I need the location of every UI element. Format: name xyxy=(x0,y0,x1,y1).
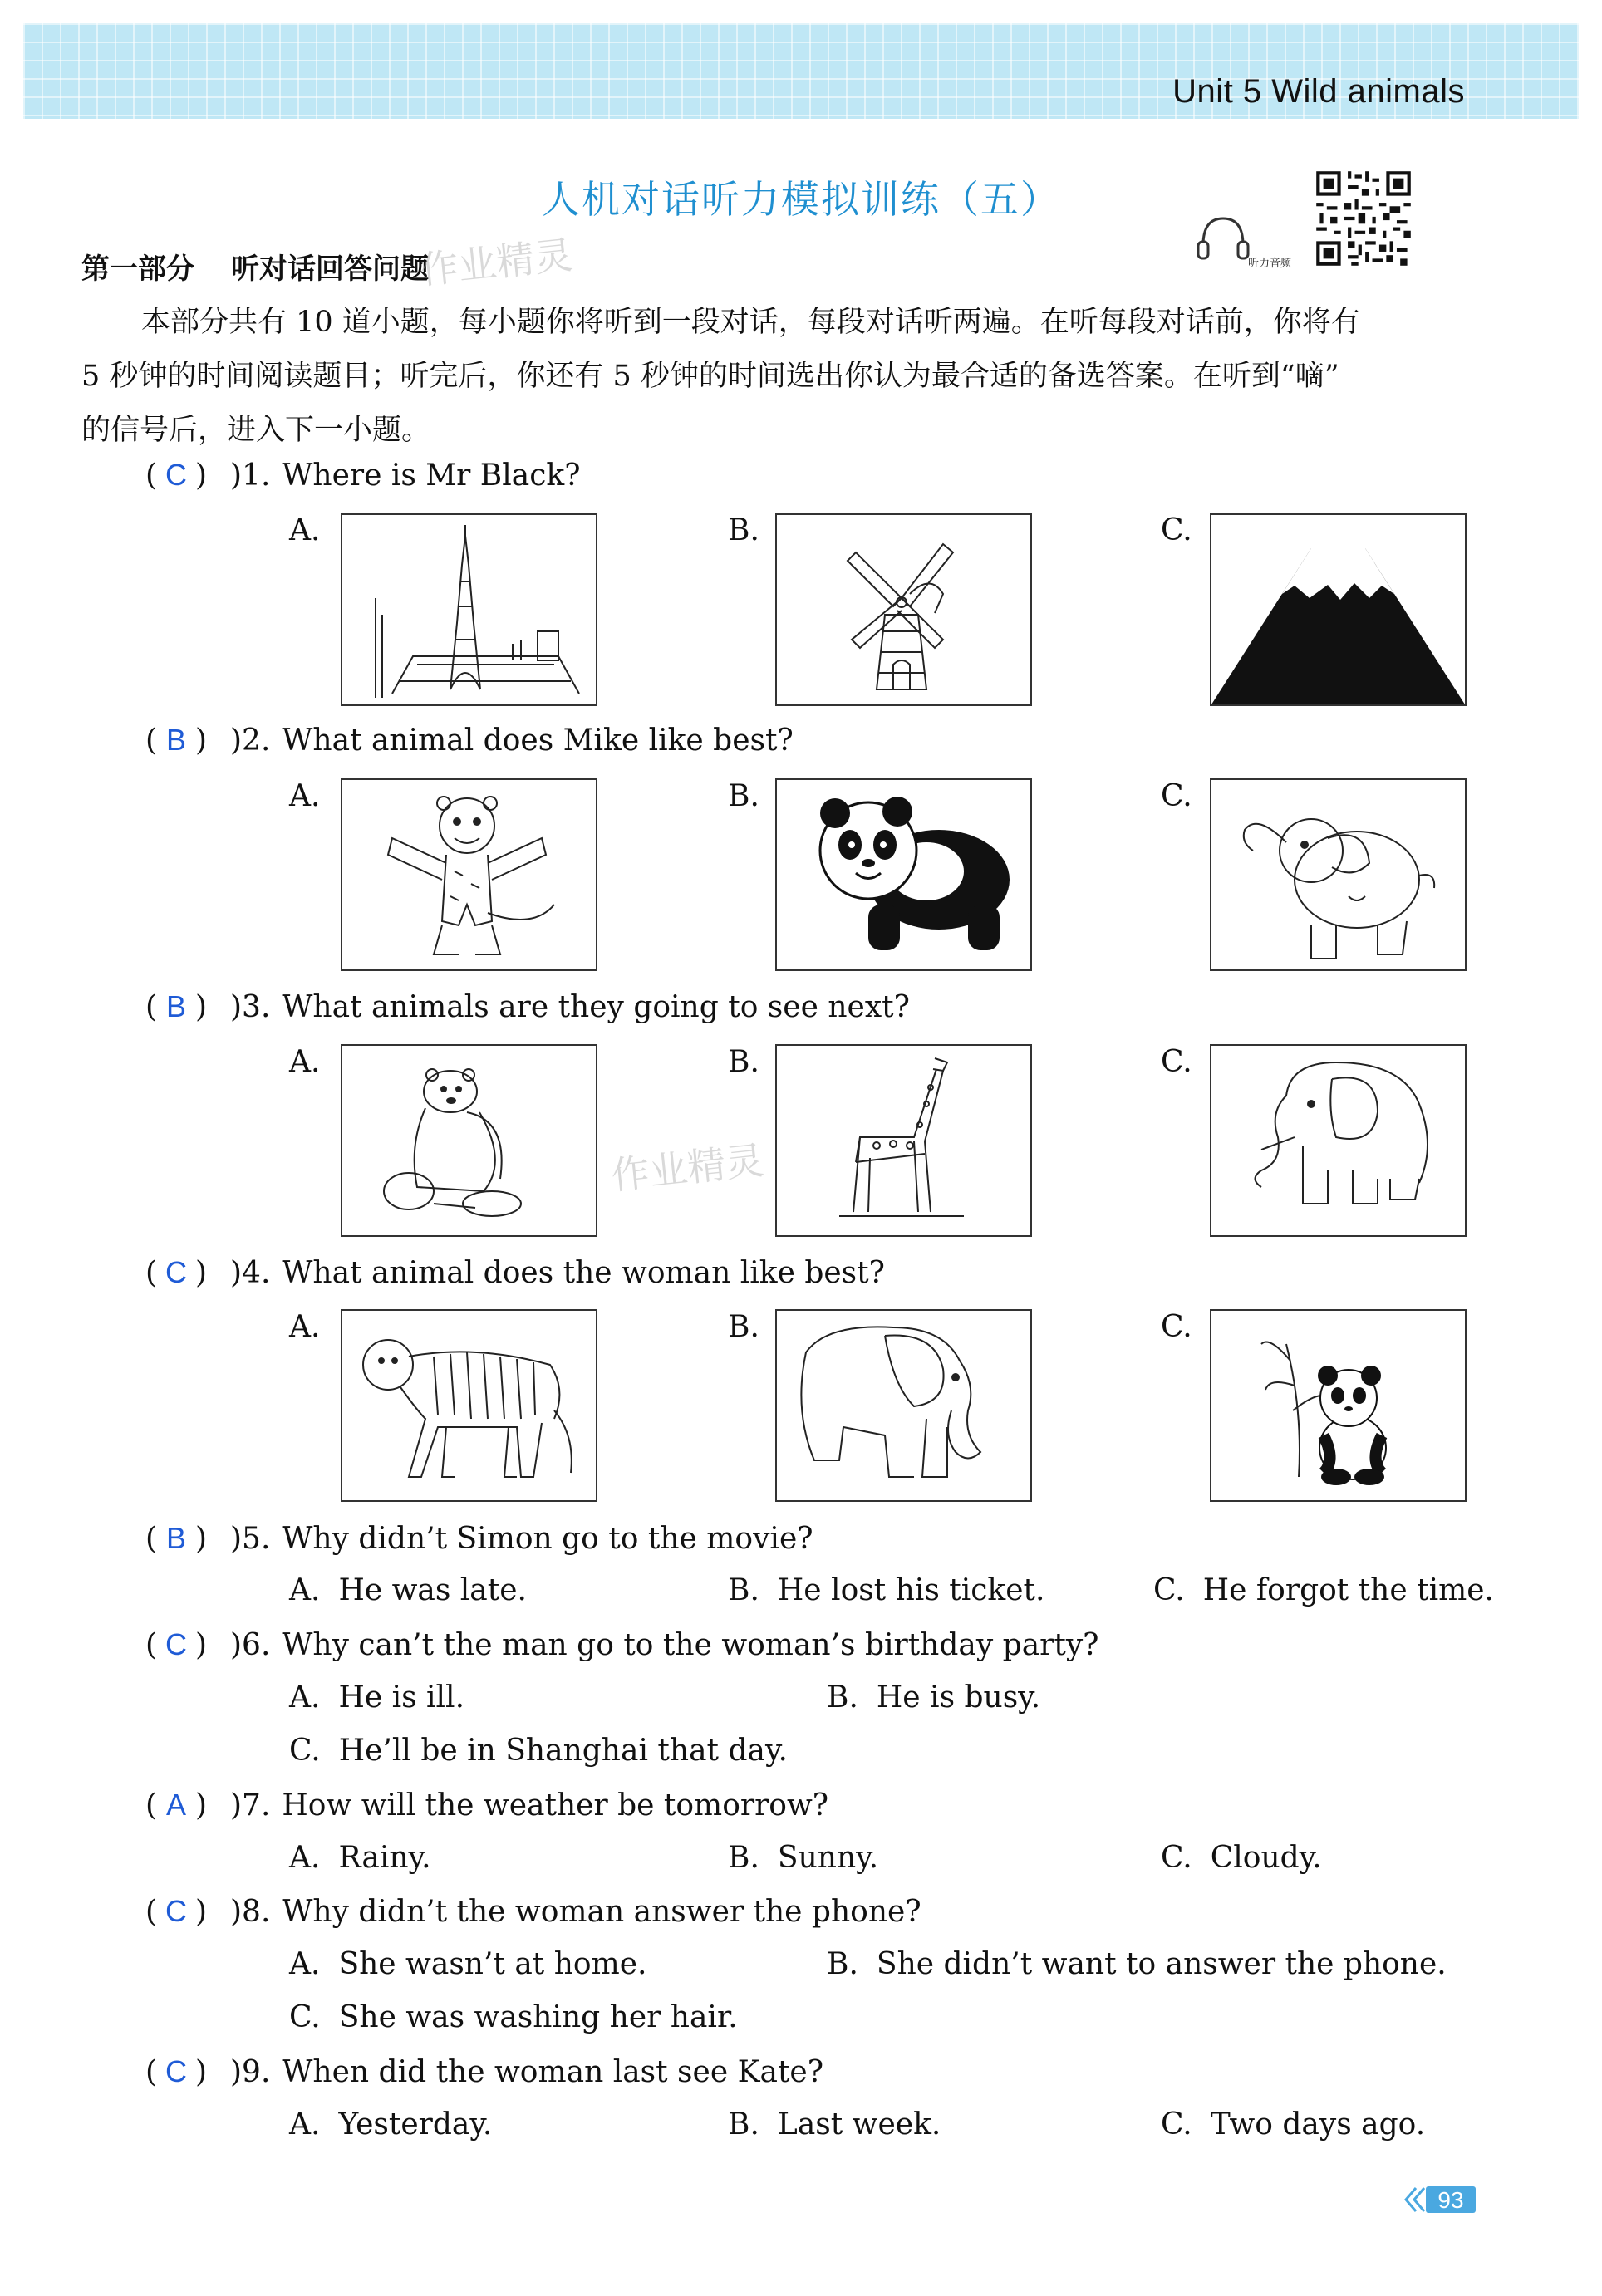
option-c: C. He’ll be in Shanghai that day. xyxy=(289,1734,788,1768)
option-c: C. He forgot the time. xyxy=(1153,1573,1494,1607)
option-image-elephant-front[interactable] xyxy=(775,1309,1032,1502)
option-image-polar-bear[interactable] xyxy=(341,1044,597,1237)
option-image-elephant-cartoon[interactable] xyxy=(1210,778,1467,971)
option-image-panda-bamboo[interactable] xyxy=(1210,1309,1467,1502)
option-a: A. Rainy. xyxy=(289,1841,431,1875)
option-c: C. Two days ago. xyxy=(1161,2107,1426,2141)
instructions xyxy=(81,296,1486,458)
question-text: Why didn’t the woman answer the phone? xyxy=(282,1895,921,1929)
answer-mark[interactable]: C xyxy=(165,1894,188,1928)
instruction-line: 5 秒钟的时间阅读题目；听完后，你还有 5 秒钟的时间选出你认为最合适的备选答案。在听到“嘀” xyxy=(81,360,1339,393)
option-a: A. She wasn’t at home. xyxy=(289,1947,647,1981)
option-label: B. xyxy=(728,513,759,547)
option-label: A. xyxy=(289,1310,321,1344)
instruction-line: 本部分共有 10 道小题，每小题你将听到一段对话，每段对话听两遍。在听每段对话前，你将有 xyxy=(141,306,1360,339)
unit-label: Unit 5 Wild animals xyxy=(1172,73,1465,110)
question-number: )8. xyxy=(230,1895,271,1929)
page-number xyxy=(1404,2183,1479,2216)
option-c: C. She was washing her hair. xyxy=(289,2000,738,2034)
answer-mark[interactable]: C xyxy=(165,458,188,492)
question-number: )1. xyxy=(230,459,271,493)
section-part: 第一部分 xyxy=(81,253,194,286)
question-text: Where is Mr Black? xyxy=(282,459,581,493)
question-3 xyxy=(145,989,910,1024)
option-b: B. Last week. xyxy=(728,2107,941,2141)
option-label: A. xyxy=(289,779,321,813)
question-number: )5. xyxy=(230,1522,271,1556)
option-label: C. xyxy=(1161,1045,1192,1079)
qr-code-icon xyxy=(1313,168,1414,269)
answer-mark[interactable]: B xyxy=(166,723,187,757)
answer-bracket: ( B ) xyxy=(145,1521,208,1556)
question-text: How will the weather be tomorrow? xyxy=(282,1788,829,1823)
option-image-elephant[interactable] xyxy=(1210,1044,1467,1237)
option-b: B. He is busy. xyxy=(827,1680,1041,1715)
answer-mark[interactable]: B xyxy=(166,1521,187,1555)
answer-mark[interactable]: C xyxy=(165,1627,188,1661)
question-4 xyxy=(145,1255,885,1290)
question-text: Why didn’t Simon go to the movie? xyxy=(282,1522,813,1556)
question-text: When did the woman last see Kate? xyxy=(282,2055,824,2089)
chevron-left-icon xyxy=(1414,2188,1424,2211)
section-name: 听对话回答问题 xyxy=(231,253,429,286)
option-label: B. xyxy=(728,1045,759,1079)
answer-bracket: ( C ) xyxy=(145,1255,208,1290)
question-1 xyxy=(145,458,581,493)
option-label: C. xyxy=(1161,1310,1192,1344)
question-text: What animals are they going to see next? xyxy=(282,990,910,1024)
question-number: )9. xyxy=(230,2055,271,2089)
option-label: A. xyxy=(289,513,321,547)
option-image-tiger-cartoon[interactable] xyxy=(341,778,597,971)
option-image-eiffel-tower[interactable] xyxy=(341,513,597,706)
qr-code[interactable] xyxy=(1313,168,1414,269)
question-8 xyxy=(145,1894,921,1929)
qr-caption: 听力音频 xyxy=(1248,258,1292,270)
answer-bracket: ( B ) xyxy=(145,989,208,1024)
question-2 xyxy=(145,723,794,758)
question-7 xyxy=(145,1788,828,1823)
page-number-text: 93 xyxy=(1437,2187,1464,2213)
option-b: B. He lost his ticket. xyxy=(728,1573,1045,1607)
section-heading xyxy=(81,246,465,287)
option-image-giraffe[interactable] xyxy=(775,1044,1032,1237)
answer-bracket: ( C ) xyxy=(145,2054,208,2089)
answer-bracket: ( B ) xyxy=(145,723,208,758)
option-a: A. He is ill. xyxy=(289,1680,465,1715)
option-image-windmill[interactable] xyxy=(775,513,1032,706)
question-text: Why can’t the man go to the woman’s birthday party? xyxy=(282,1628,1099,1662)
option-a: A. Yesterday. xyxy=(289,2107,493,2141)
option-label: B. xyxy=(728,1310,759,1344)
option-b: B. She didn’t want to answer the phone. xyxy=(827,1947,1447,1981)
question-text: What animal does the woman like best? xyxy=(282,1256,885,1290)
option-image-mount-fuji[interactable] xyxy=(1210,513,1467,706)
answer-mark[interactable]: B xyxy=(166,989,187,1023)
question-number: )7. xyxy=(230,1788,271,1823)
question-text: What animal does Mike like best? xyxy=(282,724,794,758)
question-number: )2. xyxy=(230,724,271,758)
option-b: B. Sunny. xyxy=(728,1841,879,1875)
question-9 xyxy=(145,2054,823,2089)
headphones-icon xyxy=(1197,212,1305,270)
answer-bracket: ( A ) xyxy=(145,1788,208,1823)
answer-mark[interactable]: C xyxy=(165,1255,188,1289)
question-number: )6. xyxy=(230,1628,271,1662)
answer-mark[interactable]: A xyxy=(166,1788,187,1822)
question-6 xyxy=(145,1627,1098,1662)
option-label: B. xyxy=(728,779,759,813)
answer-mark[interactable]: C xyxy=(165,2054,188,2088)
option-c: C. Cloudy. xyxy=(1161,1841,1322,1875)
option-label: C. xyxy=(1161,779,1192,813)
answer-bracket: ( C ) xyxy=(145,1627,208,1662)
option-label: A. xyxy=(289,1045,321,1079)
instruction-line: 的信号后，进入下一小题。 xyxy=(81,414,431,447)
watermark: 作业精灵 xyxy=(417,232,575,293)
option-image-tiger[interactable] xyxy=(341,1309,597,1502)
question-number: )4. xyxy=(230,1256,271,1290)
page-title: 人机对话听力模拟训练（五） xyxy=(542,177,1060,222)
option-label: C. xyxy=(1161,513,1192,547)
answer-bracket: ( C ) xyxy=(145,458,208,493)
answer-bracket: ( C ) xyxy=(145,1894,208,1929)
option-a: A. He was late. xyxy=(289,1573,527,1607)
question-5 xyxy=(145,1521,813,1556)
watermark: 作业精灵 xyxy=(608,1137,766,1199)
option-image-panda[interactable] xyxy=(775,778,1032,971)
question-number: )3. xyxy=(230,990,271,1024)
